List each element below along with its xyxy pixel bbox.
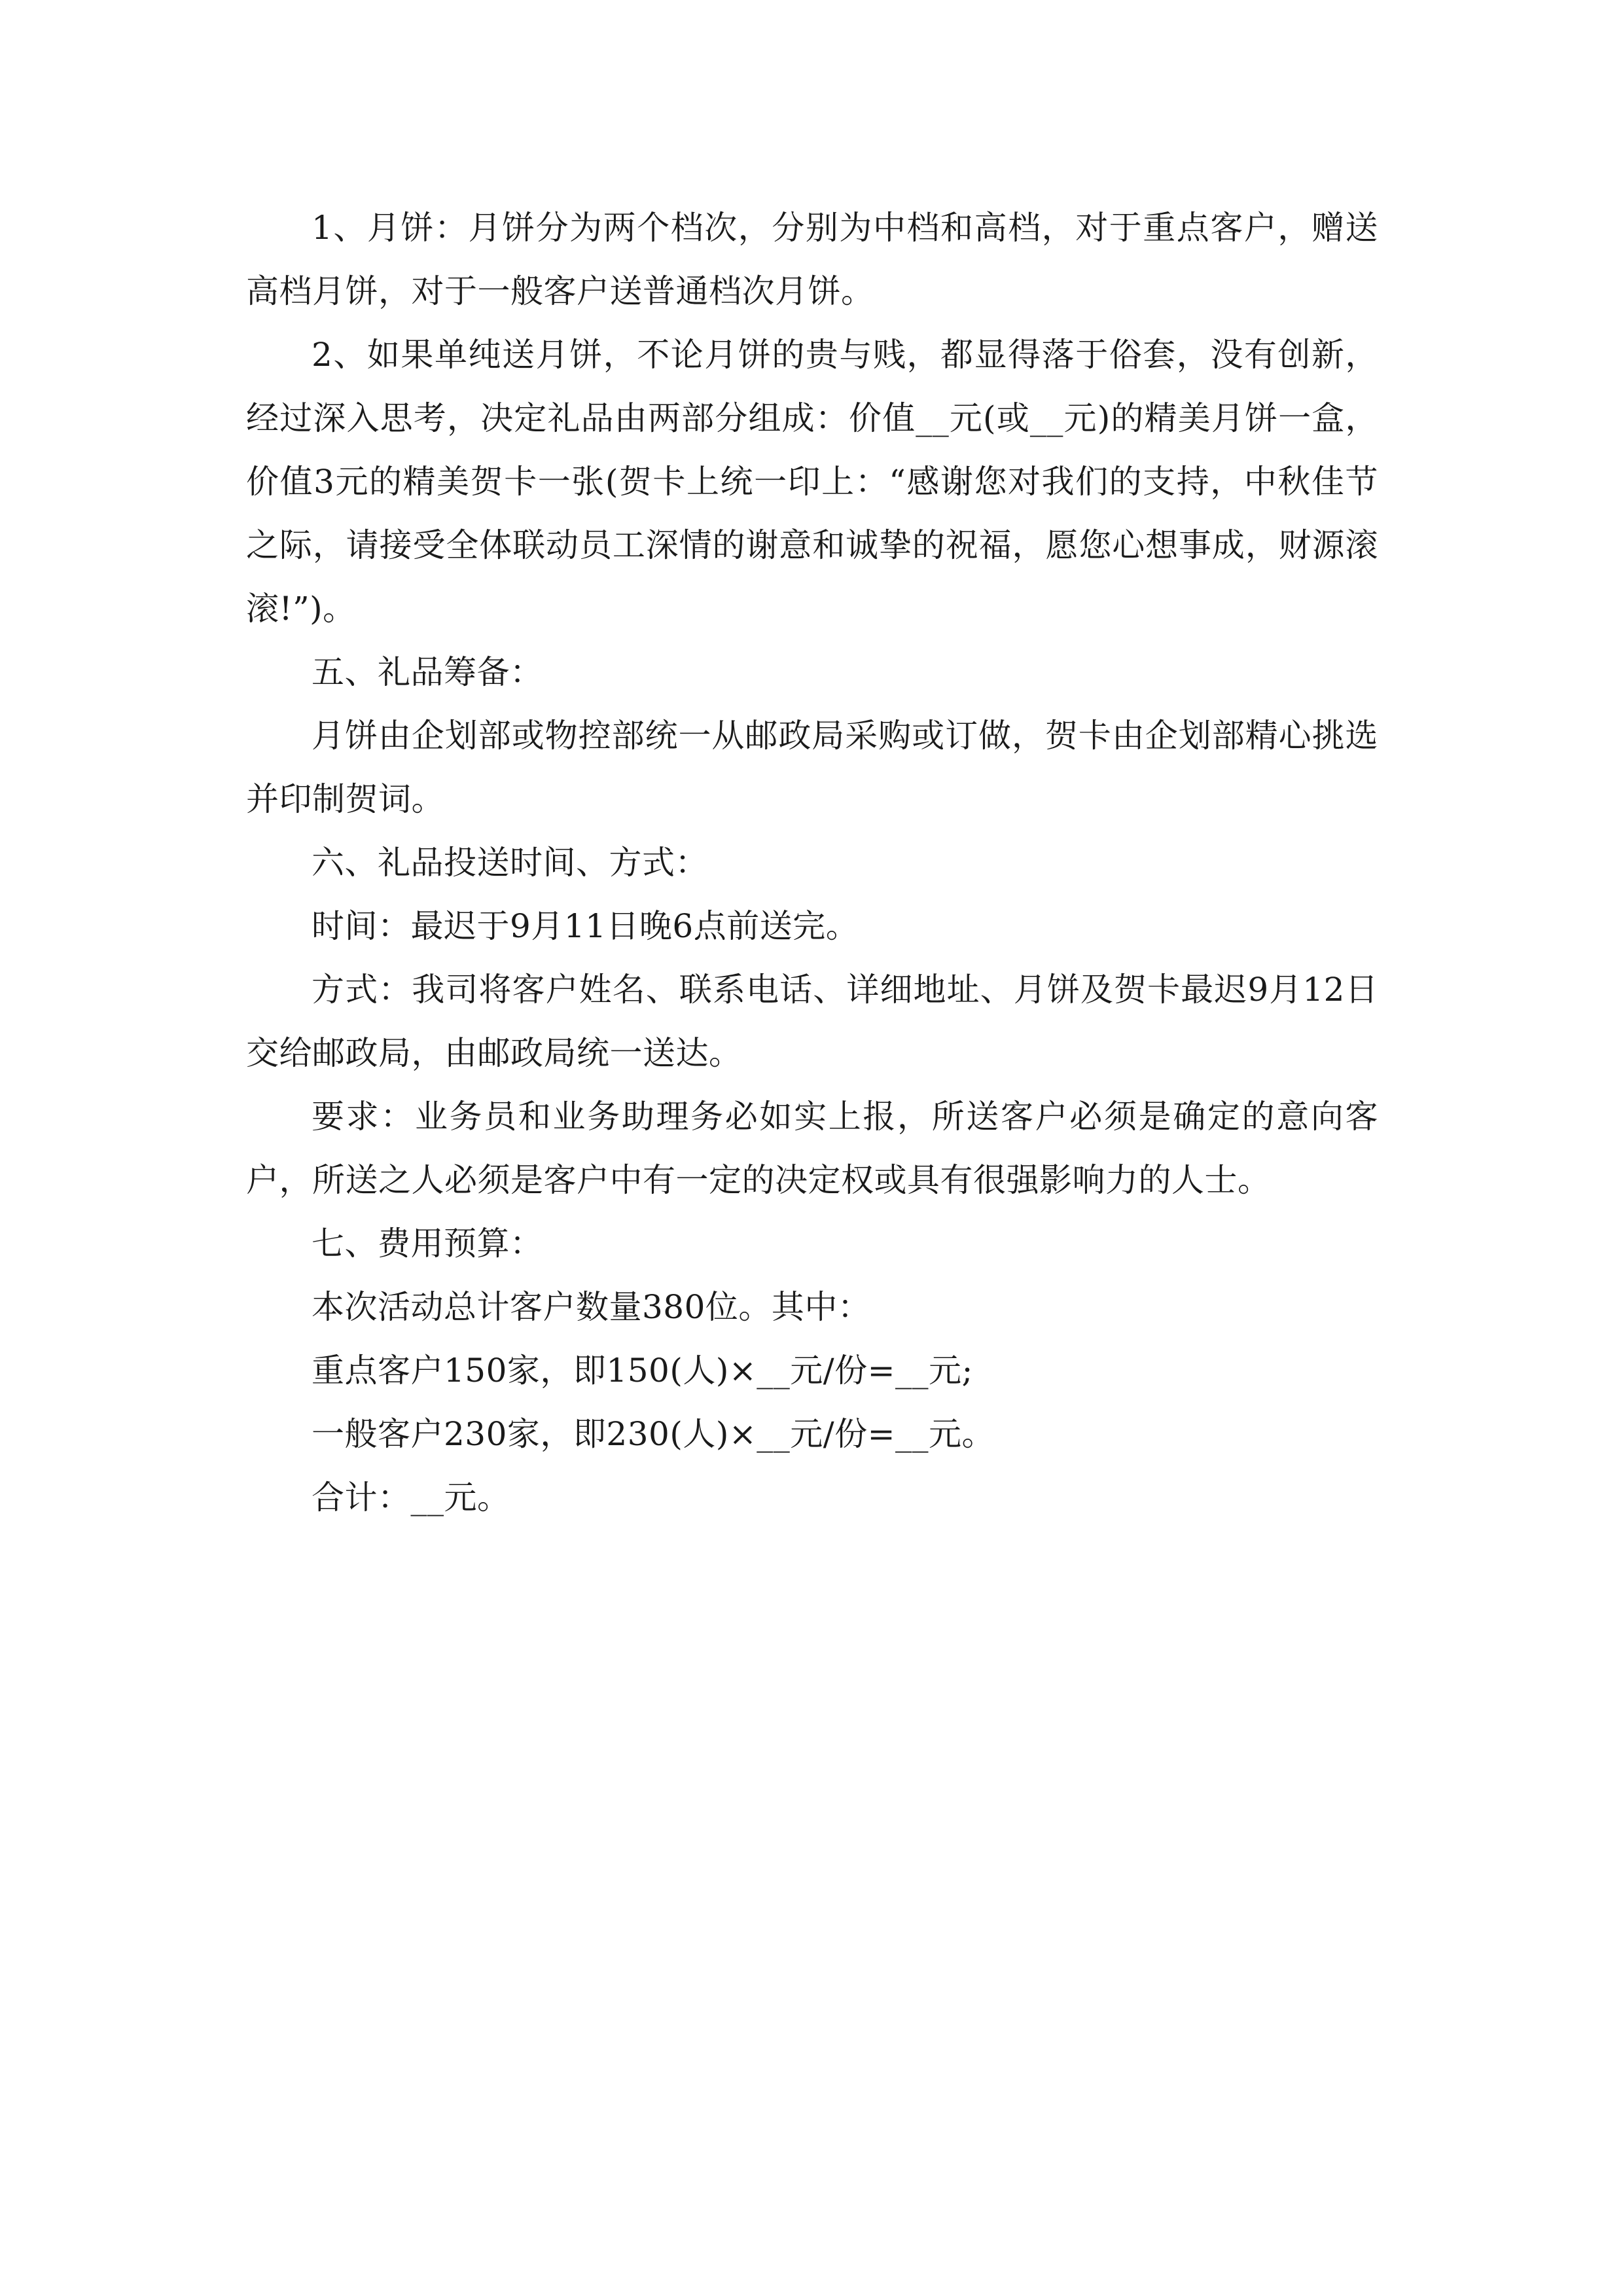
document-body <box>246 196 1378 1530</box>
paragraph-total-cost: 合计：__元。 <box>312 1479 510 1516</box>
paragraph-mooncake-grades: 1、月饼：月饼分为两个档次，分别为中档和高档，对于重点客户，赠送高档月饼，对于一般客户送普通档次月饼。 <box>246 209 1378 310</box>
paragraph-requirements: 要求：业务员和业务助理务必如实上报，所送客户必须是确定的意向客户，所送之人必须是客户中有一定的决定权或具有很强影响力的人士。 <box>246 1098 1378 1199</box>
paragraph-gift-composition: 2、如果单纯送月饼，不论月饼的贵与贱，都显得落于俗套，没有创新，经过深入思考，决定礼品由两部分组成：价值__元(或__元)的精美月饼一盒，价值3元的精美贺卡一张(贺卡上统一印上：“感谢您对我们的支持，中秋佳节之际，请接受全体联动员工深情的谢意和诚挚的祝福，愿您心想事成，财源滚滚!”)。 <box>246 336 1378 628</box>
paragraph-delivery-method: 方式：我司将客户姓名、联系电话、详细地址、月饼及贺卡最迟9月12日交给邮政局，由邮政局统一送达。 <box>246 971 1378 1072</box>
paragraph-total-customers: 本次活动总计客户数量380位。其中： <box>312 1288 871 1326</box>
paragraph-delivery-time: 时间：最迟于9月11日晚6点前送完。 <box>312 907 859 945</box>
paragraph-key-customers: 重点客户150家，即150(人)×__元/份=__元; <box>312 1352 973 1390</box>
section-heading-budget: 七、费用预算： <box>312 1225 543 1263</box>
section-heading-delivery: 六、礼品投送时间、方式： <box>312 844 708 882</box>
paragraph-gift-preparation: 月饼由企划部或物控部统一从邮政局采购或订做，贺卡由企划部精心挑选并印制贺词。 <box>246 717 1378 818</box>
paragraph-general-customers: 一般客户230家，即230(人)×__元/份=__元。 <box>312 1415 995 1453</box>
section-heading-gift-preparation: 五、礼品筹备： <box>312 653 543 691</box>
